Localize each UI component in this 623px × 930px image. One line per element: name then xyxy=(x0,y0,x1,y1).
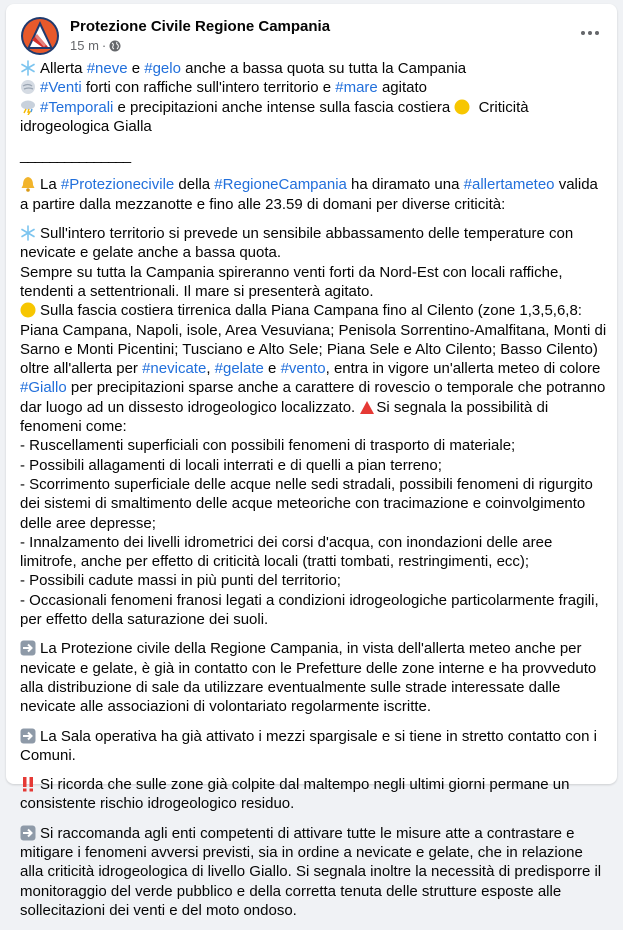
text: agitato xyxy=(377,79,427,97)
bullet-item: - Innalzamento dei livelli idrometrici dei corsi d'acqua, con inondazioni delle aree limitrofe, anche per effetto di criticità locali (tratti tombati, restringimenti, ecc); xyxy=(20,533,553,571)
hashtag-temporali[interactable]: #Temporali xyxy=(40,98,114,116)
paragraph-sala-operativa xyxy=(20,727,610,766)
yellow-circle-icon xyxy=(20,302,36,318)
post-card xyxy=(6,4,617,919)
hashtag-giallo[interactable]: #Giallo xyxy=(20,379,67,397)
text: Criticità idrogeologica Gialla xyxy=(20,98,529,135)
right-arrow-icon xyxy=(20,728,36,744)
text: Sempre su tutta la Campania spireranno venti forti da Nord-Est con locali raffiche, tendenti a settentrionali. Il mare si presenterà agitato. xyxy=(20,263,563,300)
globe-icon[interactable] xyxy=(109,40,121,52)
bell-icon xyxy=(20,176,36,192)
alert-intro xyxy=(20,175,610,214)
hashtag-neve[interactable]: #neve xyxy=(86,60,128,77)
storm-cloud-icon xyxy=(20,99,36,115)
hashtag-gelate[interactable]: #gelate xyxy=(214,360,264,378)
hashtag-venti[interactable]: #Venti xyxy=(40,79,82,97)
text: , xyxy=(206,360,215,378)
post-content xyxy=(20,59,610,930)
right-arrow-icon xyxy=(20,640,36,656)
meta-separator: · xyxy=(101,38,107,53)
text: e xyxy=(263,360,281,378)
post-header xyxy=(20,14,610,56)
post-meta xyxy=(70,38,121,53)
double-exclamation-icon xyxy=(20,776,36,792)
hashtag-mare[interactable]: #mare xyxy=(335,79,378,97)
dot-icon xyxy=(581,31,585,35)
bullet-item: - Scorrimento superficiale delle acque nelle sedi stradali, possibili fenomeni di rigurgito dei sistemi di smaltimento delle acque meteoriche con tracimazione e coinvolgimento delle aree depresse; xyxy=(20,475,593,532)
text: La Sala operativa ha già attivato i mezzi spargisale e si tiene in stretto contatto con i Comuni. xyxy=(20,727,597,764)
more-options-button[interactable] xyxy=(576,22,604,44)
hashtag-nevicate[interactable]: #nevicate xyxy=(142,360,207,378)
text: Si ricorda che sulle zone già colpite dal maltempo negli ultimi giorni permane un consistente rischio idrogeologico residuo. xyxy=(20,776,570,813)
hashtag-allertameteo[interactable]: #allertameteo xyxy=(463,176,555,194)
paragraph-prefetture xyxy=(20,639,610,716)
yellow-circle-icon xyxy=(454,99,470,115)
hashtag-gelo[interactable]: #gelo xyxy=(144,60,181,77)
text: valida a partire dalla mezzanotte e fino alle 23.59 di domani per diverse criticità: xyxy=(20,176,598,213)
text: La xyxy=(40,176,61,194)
text: Sulla fascia costiera tirrenica dalla Piana Campana fino al Cilento (zone 1,3,5,6,8: Piana Campana, Napoli, isole, Area Vesuviana; Penisola Sorrentino-Amalfitana, Monti di Sarno e Monti Picentini; Tusciano e Alto Sele; Piana Sele e Alto Cilento; Basso Cilento) oltre all'allerta per xyxy=(20,302,607,378)
dot-icon xyxy=(588,31,592,35)
text: e xyxy=(127,60,145,77)
hashtag-protezionecivile[interactable]: #Protezionecivile xyxy=(60,176,175,194)
details-paragraph xyxy=(20,224,610,629)
text: Si segnala la possibilità di fenomeni come: xyxy=(20,398,549,436)
summary-lines xyxy=(20,59,610,136)
text: ha diramato una xyxy=(346,176,464,194)
snowflake-icon xyxy=(20,225,36,241)
bullet-item: - Occasionali fenomeni franosi legati a condizioni idrogeologiche particolarmente fragili, per effetto della saturazione dei suoli. xyxy=(20,591,599,629)
text: Allerta xyxy=(40,60,87,77)
wind-icon xyxy=(20,79,36,95)
dot-icon xyxy=(595,31,599,35)
snowflake-icon xyxy=(20,60,36,76)
separator: _______________ xyxy=(20,147,131,165)
text: per precipitazioni sparse anche a carattere di rovescio o temporale che potranno dar luogo ad un dissesto idrogeologico localizzato. xyxy=(20,379,606,416)
text: forti con raffiche sull'intero territorio e xyxy=(81,79,336,97)
paragraph-rischio xyxy=(20,775,610,814)
protezione-civile-logo-icon xyxy=(20,16,60,56)
text: e precipitazioni anche intense sulla fascia costiera xyxy=(113,98,455,116)
paragraph-raccomandazioni xyxy=(20,824,610,920)
author-name[interactable]: Protezione Civile Regione Campania xyxy=(70,18,331,35)
red-triangle-icon xyxy=(359,399,375,415)
avatar[interactable] xyxy=(20,16,60,56)
right-arrow-icon xyxy=(20,825,36,841)
text: della xyxy=(174,176,215,194)
bullet-item: - Possibili cadute massi in più punti del territorio; xyxy=(20,572,341,590)
text: anche a bassa quota su tutta la Campania xyxy=(180,60,467,77)
bullet-item: - Ruscellamenti superficiali con possibili fenomeni di trasporto di materiale; xyxy=(20,437,516,455)
bullet-item: - Possibili allagamenti di locali interrati e di quelli a pian terreno; xyxy=(20,456,442,474)
text: Sull'intero territorio si prevede un sensibile abbassamento delle temperature con nevicate e gelate anche a bassa quota. xyxy=(20,225,574,262)
hashtag-regionecampania[interactable]: #RegioneCampania xyxy=(214,176,347,194)
text: La Protezione civile della Regione Campania, in vista dell'allerta meteo anche per nevicate e gelate, è già in contatto con le Prefetture delle zone interne e ha provveduto alla distribuzione di sale da utilizzare eventualmente sulle strade interessate dalle nevicate alle associazioni di volontariato regolarmente iscritte. xyxy=(20,640,597,716)
post-time[interactable]: 15 m xyxy=(70,38,99,53)
text: , entra in vigore un'allerta meteo di colore xyxy=(325,360,601,378)
text: Si raccomanda agli enti competenti di attivare tutte le misure atte a contrastare e mitigare i fenomeni avversi previsti, sia in ordine a nevicate e gelate, che in relazione alla criticità idrogeologica di livello Giallo. Si segnala inoltre la necessità di predisporre il monitoraggio del verde pubblico e della corretta tenuta delle strutture esposte alle sollecitazioni dei venti e del moto ondoso. xyxy=(20,824,602,919)
hashtag-vento[interactable]: #vento xyxy=(280,360,326,378)
